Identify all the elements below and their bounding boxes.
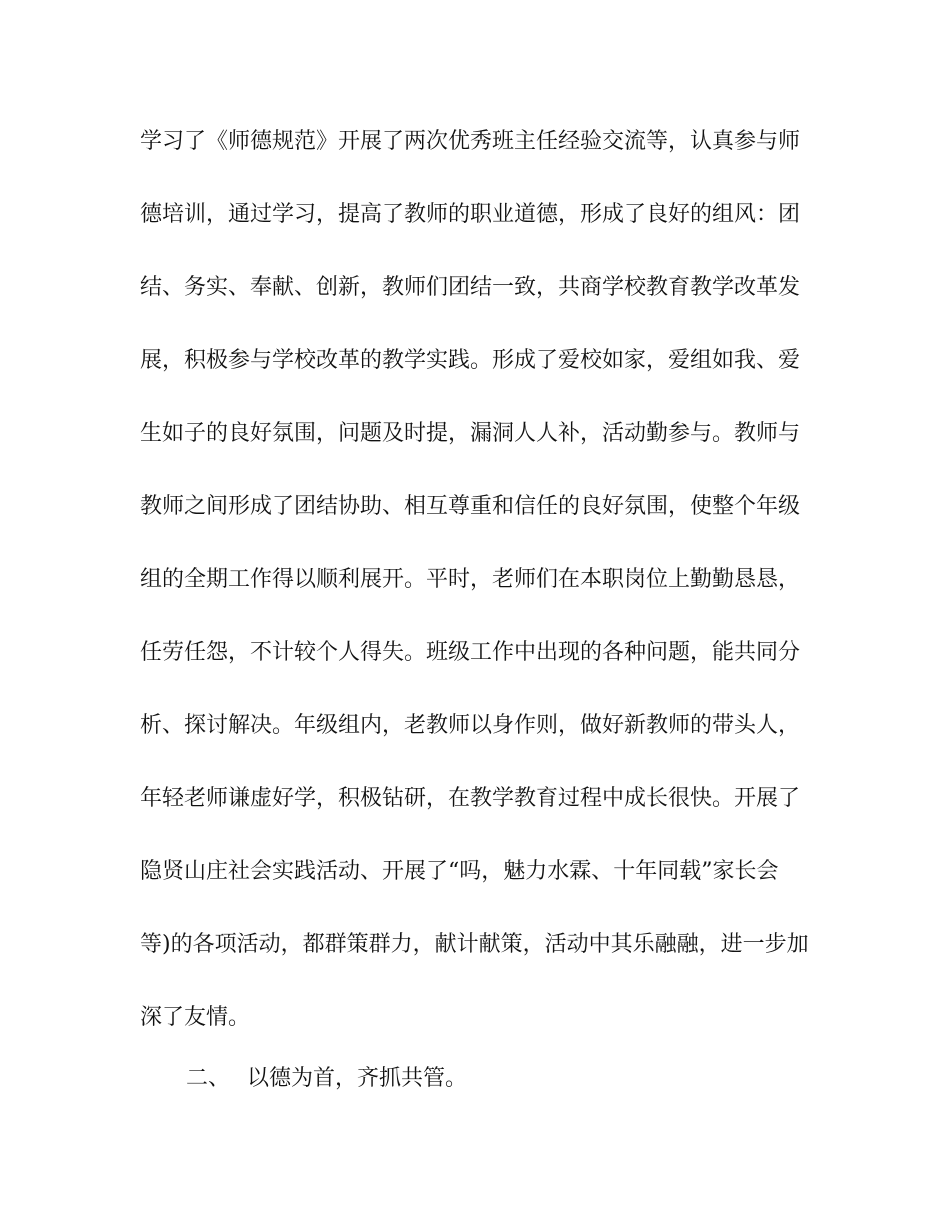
paragraph-line: 隐贤山庄社会实践活动、开展了“吗，魅力水霖、十年同载”家长会 [140,859,779,884]
paragraph-line: 年轻老师谦虚好学，积极钻研，在教学教育过程中成长很快。开展了 [140,786,801,811]
paragraph-line: 结、务实、奉献、创新，教师们团结一致，共商学校教育教学改革发 [140,275,801,300]
paragraph-line: 生如子的良好氛围，问题及时提，漏洞人人补，活动勤参与。教师与 [140,421,801,446]
paragraph-line: 教师之间形成了团结协助、相互尊重和信任的良好氛围，使整个年级 [140,494,801,519]
section-title: 以德为首，齐抓共管。 [247,1066,468,1091]
section-heading [186,1064,866,1094]
paragraph-line: 组的全期工作得以顺利展开。平时，老师们在本职岗位上勤勤恳恳， [140,567,801,592]
paragraph-line: 任劳任怨，不计较个人得失。班级工作中出现的各种问题，能共同分 [140,640,801,665]
paragraph-line: 德培训，通过学习，提高了教师的职业道德，形成了良好的组风：团 [140,202,801,227]
section-number: 二、 [186,1066,231,1091]
paragraph-line: 深了友情。 [140,1005,251,1030]
paragraph-line: 展，积极参与学校改革的教学实践。形成了爱校如家，爱组如我、爱 [140,348,801,373]
paragraph-line: 析、探讨解决。年级组内，老教师以身作则，做好新教师的带头人， [140,713,801,738]
paragraph-line: 学习了《师德规范》开展了两次优秀班主任经验交流等，认真参与师 [140,129,801,154]
paragraph-line: 等)的各项活动，都群策群力，献计献策，活动中其乐融融，进一步加 [140,932,809,957]
